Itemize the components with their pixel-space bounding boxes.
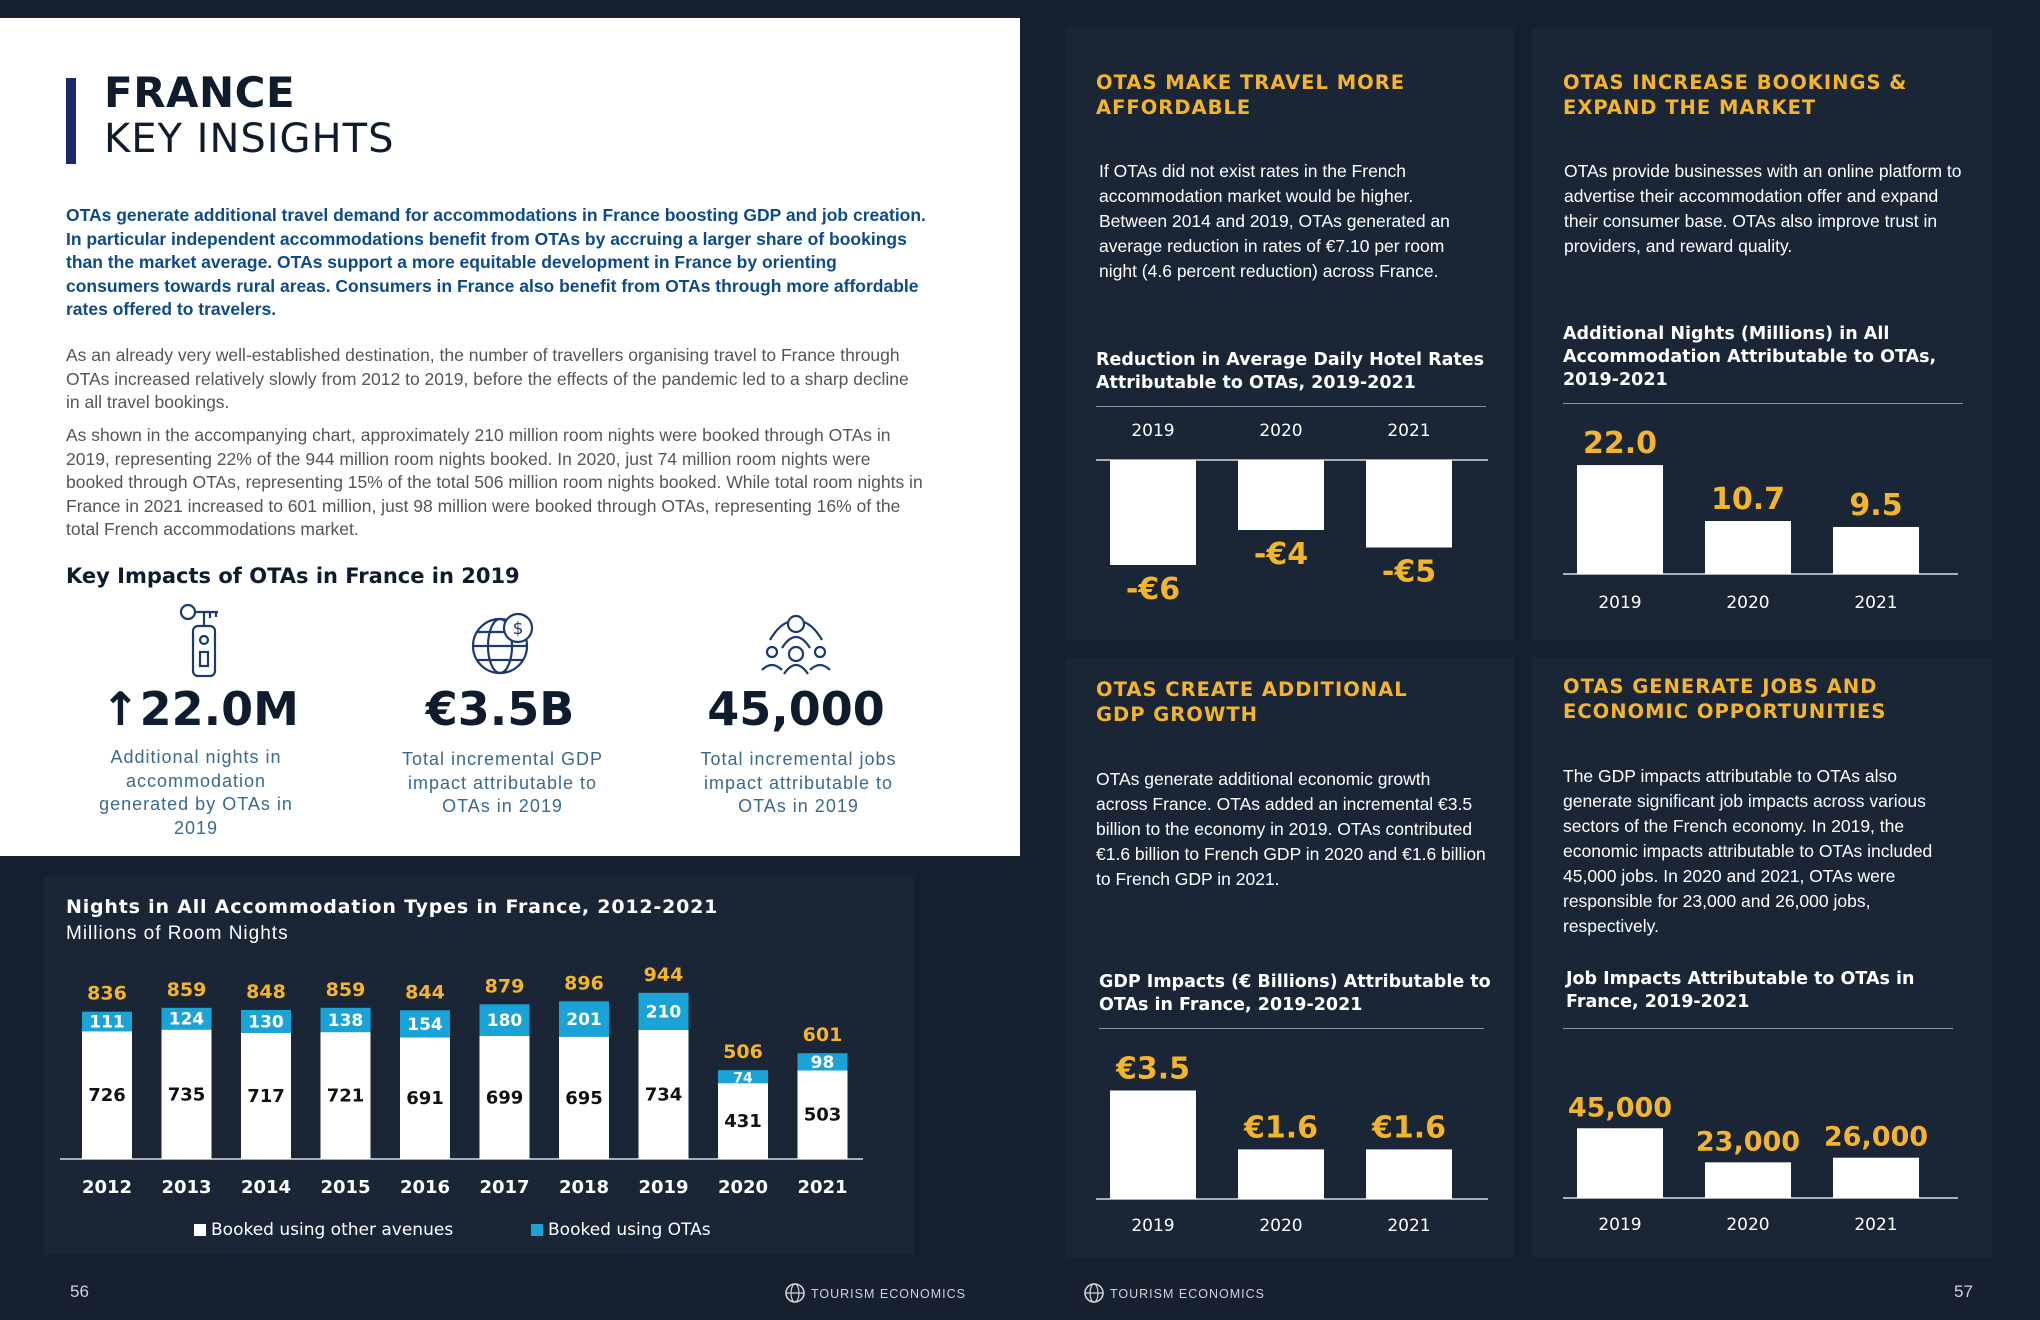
stat-nights: ↑22.0M — [101, 682, 299, 736]
label-total: 859 — [325, 978, 366, 1001]
x-tick-label: 2020 — [1726, 1215, 1770, 1235]
jobs-bar-chart — [1563, 1036, 1973, 1246]
arrow-up-icon: ↑ — [101, 682, 140, 736]
x-tick-label: 2019 — [1598, 593, 1642, 613]
bar — [1705, 521, 1791, 574]
legend-label-other: Booked using other avenues — [211, 1220, 454, 1240]
add-nights-chart-title: Additional Nights (Millions) in All Accommodation Attributable to OTAs, 2019-2021 — [1563, 324, 1937, 390]
x-tick-label: 2017 — [479, 1177, 530, 1198]
bar — [1110, 1091, 1196, 1200]
body-paragraph-1: As an already very well-established destination, the number of travellers organising travel to France through OTAs increased relatively slowly from 2012 to 2019, before the effects of the pandemic led to a sharp decline in all travel bookings. — [66, 345, 909, 412]
label-total: 601 — [802, 1024, 843, 1047]
value-label: -€6 — [1125, 572, 1181, 607]
x-tick-label: 2016 — [399, 1177, 451, 1198]
label-otas: 98 — [810, 1052, 835, 1073]
x-tick-label: 2021 — [1387, 421, 1431, 441]
label-other-avenues: 503 — [803, 1104, 842, 1126]
nights-chart-subtitle: Millions of Room Nights — [66, 923, 289, 944]
legend-swatch-otas — [531, 1224, 543, 1236]
label-otas: 74 — [733, 1070, 753, 1087]
hotel-key-icon — [174, 602, 230, 680]
label-other-avenues: 734 — [644, 1084, 683, 1106]
rates-chart-title: Reduction in Average Daily Hotel Rates Attributable to OTAs, 2019-2021 — [1096, 350, 1485, 393]
svg-text:$: $ — [512, 619, 524, 639]
bookings-title: OTAS INCREASE BOOKINGS & EXPAND THE MARKET — [1563, 71, 1908, 119]
value-label: -€5 — [1381, 554, 1437, 590]
label-otas: 201 — [566, 1009, 602, 1030]
bar — [1833, 1158, 1919, 1198]
gdp-chart-title: GDP Impacts (€ Billions) Attributable to OTAs in France, 2019-2021 — [1099, 972, 1491, 1015]
label-other-avenues: 717 — [247, 1085, 285, 1107]
globe-logo-icon — [784, 1282, 806, 1304]
stat-jobs: 45,000 — [707, 682, 885, 736]
x-tick-label: 2015 — [320, 1177, 371, 1198]
affordable-title: OTAS MAKE TRAVEL MORE AFFORDABLE — [1096, 71, 1406, 119]
label-other-avenues: 431 — [724, 1111, 762, 1133]
x-tick-label: 2020 — [1726, 593, 1770, 613]
x-tick-label: 2019 — [1598, 1215, 1642, 1235]
value-label: 26,000 — [1823, 1121, 1929, 1153]
nights-stacked-bar-chart — [60, 960, 880, 1250]
stat-gdp: €3.5B — [425, 682, 575, 736]
label-total: 879 — [484, 975, 525, 998]
label-total: 844 — [405, 981, 445, 1004]
label-otas: 180 — [486, 1011, 523, 1032]
jobs-chart-title: Job Impacts Attributable to OTAs in France, 2019-2021 — [1566, 969, 1915, 1012]
x-tick-label: 2012 — [81, 1177, 133, 1198]
x-tick-label: 2014 — [240, 1177, 292, 1198]
value-label: 45,000 — [1567, 1092, 1673, 1124]
people-network-icon — [758, 610, 834, 680]
nights-chart-title: Nights in All Accommodation Types in France, 2012-2021 — [66, 896, 719, 918]
bar — [1705, 1162, 1791, 1198]
bar — [1366, 460, 1452, 548]
globe-logo-icon — [1083, 1282, 1105, 1304]
value-label: 22.0 — [1582, 426, 1658, 462]
legend-label-otas: Booked using OTAs — [548, 1220, 711, 1240]
label-total: 848 — [246, 980, 286, 1003]
rates-bar-chart — [1096, 412, 1496, 622]
label-total: 836 — [87, 982, 127, 1005]
value-label: €1.6 — [1371, 1110, 1447, 1146]
stat-gdp-desc: Total incremental GDP impact attributable to OTAs in 2019 — [401, 749, 604, 816]
label-otas: 124 — [168, 1009, 205, 1030]
label-total: 859 — [166, 978, 207, 1001]
key-impacts-title: Key Impacts of OTAs in France in 2019 — [66, 564, 520, 588]
legend-swatch-other — [194, 1224, 206, 1236]
page-number-right: 57 — [1954, 1282, 1973, 1301]
globe-dollar-icon — [470, 610, 536, 676]
jobs-title: OTAS GENERATE JOBS AND ECONOMIC OPPORTUNITIES — [1563, 675, 1887, 723]
x-tick-label: 2021 — [797, 1177, 848, 1198]
bar — [1366, 1149, 1452, 1199]
value-label: 10.7 — [1710, 482, 1786, 518]
logo-text-right: TOURISM ECONOMICS — [1110, 1287, 1265, 1301]
affordable-text: If OTAs did not exist rates in the French accommodation market would be higher. Between 2014 and 2019, OTAs generated an average reduction in rates of €7.10 per room night (4.6 percent reduction) across France. — [1099, 161, 1450, 281]
label-other-avenues: 699 — [485, 1087, 524, 1109]
label-total: 896 — [564, 972, 604, 995]
jobs-text: The GDP impacts attributable to OTAs also generate significant job impacts across various sectors of the French economy. In 2019, the economic impacts attributable to OTAs included 45,000 jobs. In 2020 and 2021, OTAs were responsible for 23,000 and 26,000 jobs, respectively. — [1563, 766, 1933, 936]
x-tick-label: 2019 — [638, 1177, 689, 1198]
value-label: -€4 — [1253, 537, 1309, 572]
label-other-avenues: 735 — [167, 1084, 206, 1106]
x-tick-label: 2020 — [1259, 1216, 1303, 1236]
intro-paragraph: OTAs generate additional travel demand for accommodations in France boosting GDP and job creation. In particular independent accommodations benefit from OTAs by accruing a larger share of bookings than the market average. OTAs support a more equitable development in France by orienting consumers towards rural areas. Consumers in France also benefit from OTAs through more affordable rates offered to travelers. — [66, 205, 926, 319]
x-tick-label: 2013 — [161, 1177, 212, 1198]
bar — [1110, 460, 1196, 565]
logo-text-left: TOURISM ECONOMICS — [811, 1287, 966, 1301]
label-otas: 154 — [407, 1014, 443, 1035]
rates-chart-divider — [1096, 406, 1486, 407]
x-tick-label: 2020 — [1259, 421, 1303, 441]
label-other-avenues: 726 — [88, 1085, 126, 1107]
bar — [1833, 527, 1919, 574]
stat-jobs-desc: Total incremental jobs impact attributable to OTAs in 2019 — [700, 749, 897, 816]
value-label: 23,000 — [1695, 1126, 1801, 1158]
x-tick-label: 2021 — [1854, 1215, 1898, 1235]
x-tick-label: 2018 — [558, 1177, 610, 1198]
x-tick-label: 2019 — [1131, 421, 1175, 441]
add-nights-chart-divider — [1563, 403, 1963, 404]
stat-nights-desc: Additional nights in accommodation generated by OTAs in 2019 — [99, 747, 293, 838]
gdp-title: OTAS CREATE ADDITIONAL GDP GROWTH — [1096, 678, 1408, 726]
title-accent-bar — [66, 78, 76, 164]
gdp-bar-chart — [1096, 1036, 1496, 1246]
gdp-text: OTAs generate additional economic growth across France. OTAs added an incremental €3.5 billion to the economy in 2019. OTAs contributed €1.6 billion to French GDP in 2020 and €1.6 billion to French GDP in 2021. — [1096, 769, 1486, 889]
value-label: €3.5 — [1115, 1051, 1191, 1087]
body-paragraph-2: As shown in the accompanying chart, approximately 210 million room nights were booked through OTAs in 2019, representing 22% of the 944 million room nights booked. In 2020, just 74 million room nights were booked through OTAs, representing 15% of the total 506 million room nights booked. While total room nights in France in 2021 increased to 601 million, just 98 million were booked through OTAs, representing 16% of the total French accommodations market. — [66, 425, 923, 539]
bookings-text: OTAs provide businesses with an online platform to advertise their accommodation offer and expand their consumer base. OTAs also improve trust in providers, and reward quality. — [1564, 161, 1962, 256]
x-tick-label: 2020 — [717, 1177, 769, 1198]
x-tick-label: 2019 — [1131, 1216, 1175, 1236]
add-nights-bar-chart — [1563, 410, 1973, 620]
x-tick-label: 2021 — [1854, 593, 1898, 613]
label-otas: 130 — [248, 1012, 284, 1033]
label-total: 506 — [723, 1041, 763, 1064]
value-label: €1.6 — [1243, 1110, 1319, 1146]
jobs-chart-divider — [1563, 1028, 1953, 1029]
page-number-left: 56 — [70, 1282, 89, 1301]
bar — [1238, 1149, 1324, 1199]
label-other-avenues: 695 — [565, 1087, 603, 1109]
label-other-avenues: 691 — [406, 1088, 444, 1110]
value-label: 9.5 — [1849, 487, 1903, 523]
gdp-chart-divider — [1099, 1028, 1484, 1029]
page-title: FRANCE — [104, 68, 296, 117]
label-total: 944 — [643, 963, 684, 986]
label-other-avenues: 721 — [326, 1085, 365, 1107]
label-otas: 111 — [89, 1012, 125, 1033]
bar — [1577, 465, 1663, 574]
label-otas: 210 — [645, 1002, 682, 1023]
page-subtitle: KEY INSIGHTS — [104, 116, 395, 162]
x-tick-label: 2021 — [1387, 1216, 1431, 1236]
bar — [1577, 1128, 1663, 1198]
label-otas: 138 — [327, 1010, 364, 1031]
bar — [1238, 460, 1324, 530]
